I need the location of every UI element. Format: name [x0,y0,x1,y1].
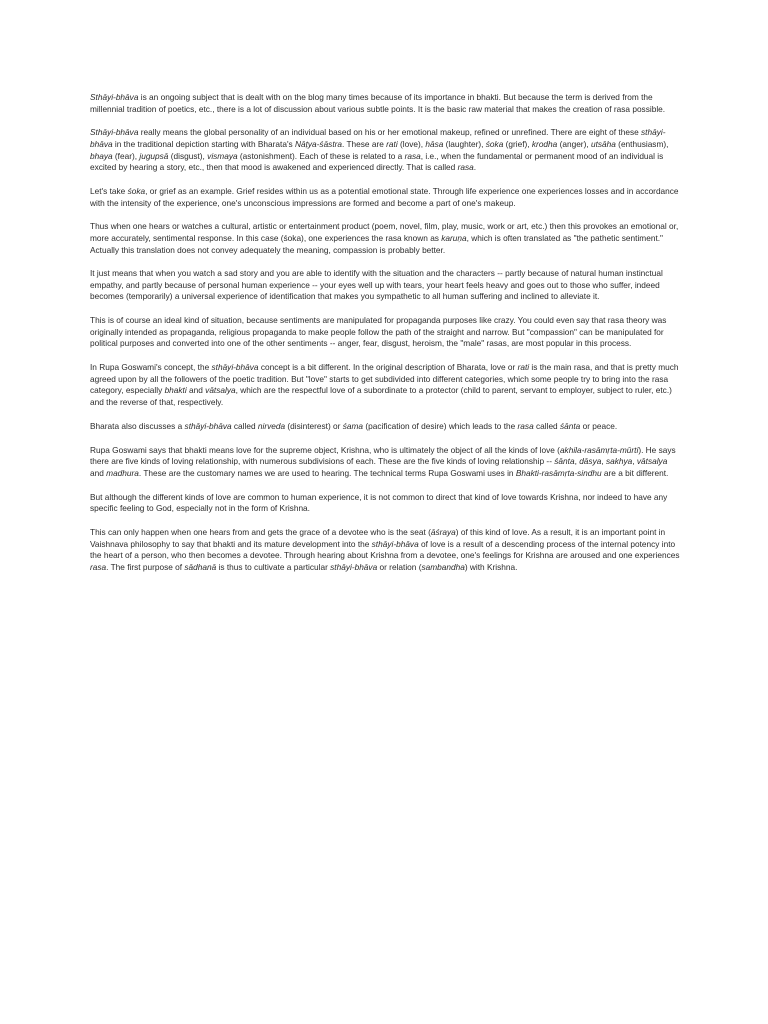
text-run: Bharata also discusses a [90,420,185,431]
text-run: , which is often translated as "the pathetic sentiment." Actually this translation does not convey adequately the meaning, compassion is probably better. [90,232,664,255]
paragraph [90,186,680,209]
paragraph [90,92,680,115]
text-run: ). He says there are five kinds of loving relationship, with numerous subdivisions of each. These are the five kinds of loving relationship -- [90,444,676,467]
text-run: (enthusiasm), [615,138,669,149]
italic-term: utsāha [590,138,616,149]
italic-term: sthāyi-bhāva [184,420,232,431]
paragraph [90,268,680,303]
paragraph [90,127,680,173]
text-run: (fear), [112,150,140,161]
text-run: is the main rasa, and that is pretty much agreed upon by all the followers of the poetic tradition. But "love" starts to get subdivided into different categories, which some people try to bring into the rasa category, especially [90,362,679,396]
italic-term: vātsalya [205,385,236,396]
text-run: , [601,456,606,467]
italic-term: śānta [559,420,581,431]
text-run: called [533,420,560,431]
italic-term: rasa [457,162,474,173]
text-run: Thus when one hears or watches a cultural, artistic or entertainment product (poem, novel, film, play, music, work or art, etc.) then this provokes an emotional or, more accurately, sentimental response. In this case (śoka), one experiences the rasa known as [90,221,679,243]
text-run: of love is a result of a descending process of the internal potency into the heart of a person, who then becomes a devotee. Through hearing about Krishna from a devotee, one's feelings for Krishna are aroused and one experiences [90,538,680,561]
text-run: is an ongoing subject that is dealt with on the blog many times because of its importance in bhakti. But because the term is derived from the millennial tradition of poetics, etc., there is a lot of discussion about various subtle points. It is the basic raw material that makes the creation of rasa possible. [90,92,666,114]
italic-term: vātsalya [636,456,668,467]
italic-term: bhakti [164,385,187,396]
italic-term: rasa [404,150,421,161]
text-run: It just means that when you watch a sad story and you are able to identify with the situation and the characters -- partly because of natural human instinctual empathy, and partly because of personal human experience -- your eyes well up with tears, your heart feels heavy and goes out to those who suffer, indeed becomes (temporarily) a universal experience of identification that makes you sympathetic to all human suffering and inclined to alleviate it. [90,268,663,302]
text-run: In Rupa Goswami's concept, the [90,362,212,373]
italic-term: sambandha [421,561,465,572]
italic-term: śānta [554,456,575,467]
text-run: (laughter), [443,138,486,149]
text-run: or relation ( [377,561,422,572]
text-run: (disinterest) or [285,420,343,431]
text-run: , [574,456,580,467]
text-run: ) of this kind of love. As a result, it is an important point in Vaishnava philosophy to say that bhakti and its mature development into the [90,526,666,549]
paragraph [90,315,680,350]
text-run: or peace. [580,420,618,431]
text-run: (astonishment). Each of these is related to a [237,150,405,161]
text-run: . The first purpose of [106,561,185,572]
text-run: . [473,162,477,173]
italic-term: karuṇa [441,232,467,243]
text-run: and [90,467,107,478]
italic-term: akhila-rasāmṛta-mūrti [559,444,639,455]
text-run: are a bit different. [601,467,669,478]
italic-term: Nāṭya-śāstra [294,138,343,149]
italic-term: sthāyi-bhāva [211,362,259,373]
italic-term: sthāyi-bhāva [330,561,378,572]
italic-term: śoka [485,138,504,149]
italic-term: sthāyi-bhāva [371,538,419,549]
text-run: . These are [342,138,387,149]
paragraph [90,362,680,408]
italic-term: śama [342,420,364,431]
text-run: , or grief as an example. Grief resides within us as a potential emotional state. Through life experience one experiences losses and in accordance with the intensity of the experience, one's unconscious impressions are formed and become a part of one's makeup. [90,185,679,208]
text-run: This can only happen when one hears from and gets the grace of a devotee who is the seat ( [90,526,431,537]
italic-term: hāsa [425,138,444,149]
italic-term: sakhya [605,456,633,467]
italic-term: āśraya [430,526,456,537]
italic-term: śoka [127,185,146,196]
italic-term: rasa [517,420,534,431]
text-run: (pacification of desire) which leads to the [363,420,518,431]
paragraph [90,492,680,515]
italic-term: jugupsā [139,150,169,161]
text-run: Let's take [90,185,128,196]
text-run: , which are the respectful love of a subordinate to a protector (child to parent, servant to employer, subject to ruler, etc.) and the reverse of that, respectively. [90,385,672,407]
text-run: called [231,420,258,431]
text-run: is thus to cultivate a particular [216,561,331,572]
italic-term: rati [517,362,530,373]
text-run: This is of course an ideal kind of situation, because sentiments are manipulated for propaganda purposes like crazy. You could even say that rasa theory was originally intended as propaganda, religious propaganda to make people follow the path of the straight and narrow. But "compassion" can be manipulated for political purposes and converted into one of the other sentiments -- anger, fear, disgust, heroism, the "male" rasas, are most popular in this process. [90,315,667,349]
text-run: (love), [397,138,426,149]
paragraph [90,445,680,480]
text-run: (grief), [503,138,532,149]
paragraph [90,421,680,433]
text-run: (disgust), [168,150,208,161]
text-run: ) with Krishna. [464,561,518,572]
text-run: . These are the customary names we are used to hearing. The technical terms Rupa Goswami uses in [138,467,516,478]
text-run: in the traditional depiction starting with Bharata's [112,138,295,149]
italic-term: nirveda [257,420,286,431]
text-run: But although the different kinds of love are common to human experience, it is not common to direct that kind of love towards Krishna, nor indeed to have any specific feeling to God, especially not in the form of Krishna. [90,491,668,514]
italic-term: sthāyi-bhāva [90,127,666,149]
paragraph [90,527,680,573]
italic-term: krodha [531,138,558,149]
italic-term: sādhanā [184,561,217,572]
document-body [90,92,680,585]
text-run: really means the global personality of an individual based on his or her emotional makeup, refined or unrefined. There are eight of these [138,127,642,138]
italic-term: vismaya [207,150,238,161]
italic-term: Bhakti-rasāmṛta-sindhu [515,467,602,478]
text-run: , i.e., when the fundamental or permanent mood of an individual is excited by hearing a story, etc., then that mood is awakened and experienced directly. That is called [90,150,664,173]
text-run: concept is a bit different. In the original description of Bharata, love or [258,362,518,373]
italic-term: dāsya [579,456,602,467]
italic-term: rasa [90,561,107,572]
text-run: Rupa Goswami says that bhakti means love for the supreme object, Krishna, who is ultimately the object of all the kinds of love ( [90,444,560,455]
italic-term: rati [386,138,398,149]
italic-term: Sthāyi-bhāva [90,127,139,138]
paragraph [90,221,680,256]
italic-term: madhura [106,467,139,478]
text-run: (anger), [557,138,591,149]
text-run: , [632,456,637,467]
text-run: and [186,385,206,396]
italic-term: Sthāyi-bhāva [90,92,139,102]
italic-term: bhaya [90,150,113,161]
